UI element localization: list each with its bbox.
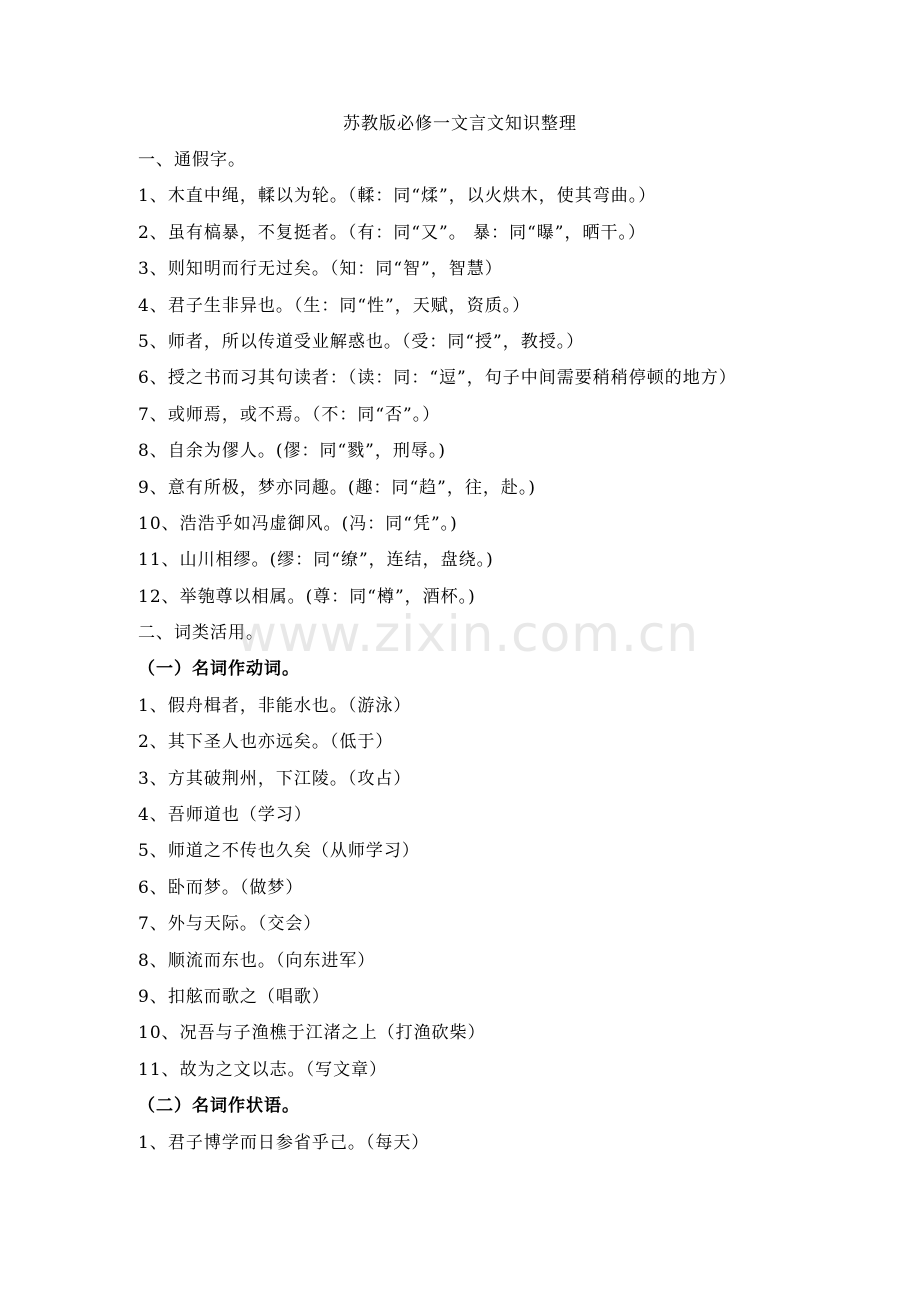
text-line: 4、吾师道也（学习） xyxy=(138,805,312,826)
text-line: 10、况吾与子渔樵于江渚之上（打渔砍柴） xyxy=(138,1023,486,1044)
text-line: 8、顺流而东也。（向东进军） xyxy=(138,950,376,971)
document-body xyxy=(138,146,828,1165)
text-line: 2、其下圣人也亦远矣。（低于） xyxy=(138,732,394,753)
text-line: 9、意有所极，梦亦同趣。(趣：同“趋”，往，赴。) xyxy=(138,477,536,498)
watermark: www.zixin.com.cn xyxy=(236,605,700,663)
text-line: 12、举匏尊以相属。(尊：同“樽”，酒杯。) xyxy=(138,586,476,607)
section-subheading: （一）名词作动词。 xyxy=(138,659,300,680)
text-line: 1、君子博学而日参省乎己。（每天） xyxy=(138,1132,430,1153)
text-line: 11、山川相缪。(缪：同“缭”，连结，盘绕。) xyxy=(138,550,494,571)
text-line: 9、扣舷而歌之（唱歌） xyxy=(138,986,330,1007)
text-line: 5、师者，所以传道受业解惑也。（受：同“授”，教授。） xyxy=(138,331,585,352)
text-line: 3、方其破荆州，下江陵。（攻占） xyxy=(138,768,412,789)
text-line: 1、假舟楫者，非能水也。（游泳） xyxy=(138,695,412,716)
text-line: 11、故为之文以志。（写文章） xyxy=(138,1059,388,1080)
text-line: 一、通假字。 xyxy=(138,150,246,170)
text-line: 7、外与天际。（交会） xyxy=(138,914,322,935)
text-line: 1、木直中绳，輮以为轮。（輮：同“煣”，以火烘木，使其弯曲。） xyxy=(138,186,657,207)
text-line: 10、浩浩乎如冯虚御风。(冯：同“凭”。) xyxy=(138,513,458,534)
text-line: 7、或师焉，或不焉。（不：同“否”。） xyxy=(138,404,441,425)
text-line: 3、则知明而行无过矣。（知：同“智”，智慧） xyxy=(138,259,503,280)
document-title: 苏教版必修一文言文知识整理 xyxy=(343,114,577,134)
text-line: 5、师道之不传也久矣（从师学习） xyxy=(138,841,420,862)
text-line: 二、词类活用。 xyxy=(138,623,264,644)
text-line: 8、自余为僇人。(僇：同“戮”，刑辱。) xyxy=(138,441,446,462)
text-line: 6、授之书而习其句读者：（读：同：“逗”，句子中间需要稍稍停顿的地方） xyxy=(138,368,737,389)
section-subheading: （二）名词作状语。 xyxy=(138,1096,300,1117)
text-line: 4、君子生非异也。（生：同“性”，天赋，资质。） xyxy=(138,295,531,316)
text-line: 2、虽有槁暴，不复挺者。（有：同“又”。 暴：同“曝”，晒干。） xyxy=(138,222,646,243)
text-line: 6、卧而梦。（做梦） xyxy=(138,877,304,898)
